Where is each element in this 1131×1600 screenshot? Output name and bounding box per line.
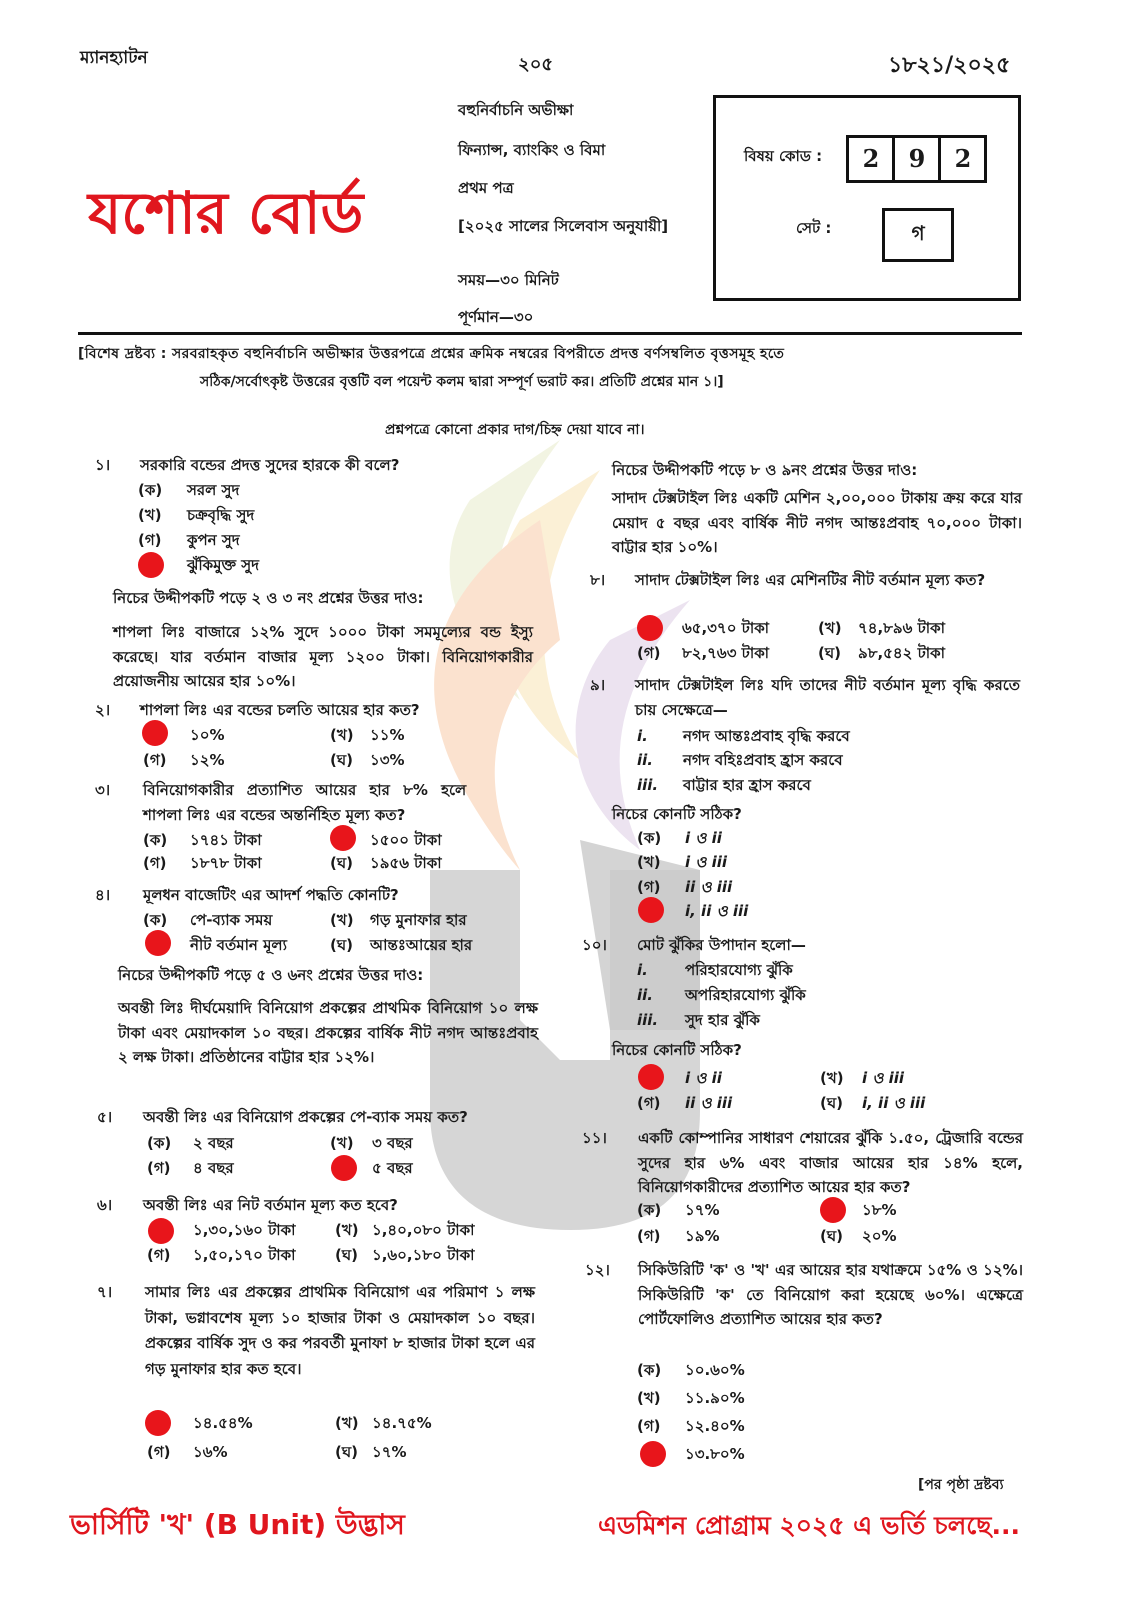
- option-label: (ক): [147, 1134, 172, 1152]
- option-text: ১২%: [190, 751, 225, 769]
- option-label: (ঘ): [330, 936, 353, 954]
- exam-type: বহুনির্বাচনি অভীক্ষা: [458, 101, 574, 119]
- set-value: গ: [911, 221, 925, 245]
- option-text: ১৭%: [685, 1201, 720, 1219]
- option-label: (ঘ): [818, 644, 841, 662]
- option-text: ২ বছর: [193, 1134, 234, 1152]
- statement-number: i.: [637, 961, 648, 979]
- option-text: ১০%: [190, 726, 225, 744]
- option-text: i ও ii: [685, 829, 722, 847]
- option-text: ১৭৪১ টাকা: [190, 831, 262, 849]
- option-text: ৭৪,৮৯৬ টাকা: [858, 619, 945, 637]
- option-text: ১১%: [370, 726, 405, 744]
- question-text: মোট ঝুঁকির উপাদান হলো—: [637, 936, 806, 954]
- option-label: (গ): [138, 531, 162, 549]
- option-label: (ক): [143, 831, 168, 849]
- answer-bubble-filled: [145, 930, 171, 956]
- option-text: ১১.৯০%: [685, 1389, 745, 1407]
- option-label: (ঘ): [335, 1246, 358, 1264]
- question-prompt: নিচের কোনটি সঠিক?: [612, 1041, 742, 1059]
- option-label: (গ): [147, 1443, 171, 1461]
- option-text: ৫ বছর: [372, 1159, 413, 1177]
- option-label: (গ): [637, 878, 661, 896]
- option-text: পে-ব্যাক সময়: [190, 911, 273, 929]
- question-number: ৯।: [590, 676, 606, 694]
- option-label: (খ): [637, 1389, 661, 1407]
- question-number: ৮।: [590, 571, 606, 589]
- question-text: শাপলা লিঃ এর বন্ডের চলতি আয়ের হার কত?: [140, 701, 420, 719]
- option-label: (গ): [143, 854, 167, 872]
- publisher-name: ম্যানহ্যাটন: [80, 48, 148, 68]
- subject-code-digit: 9: [892, 138, 939, 180]
- option-label: (খ): [820, 1069, 844, 1087]
- set-label: সেট :: [796, 219, 832, 237]
- option-text: i ও iii: [685, 853, 728, 871]
- option-label: (গ): [637, 1094, 661, 1112]
- question-number: ৫।: [97, 1108, 113, 1126]
- answer-bubble-filled: [138, 552, 164, 578]
- statement-number: iii.: [637, 776, 659, 794]
- answer-bubble-filled: [148, 1218, 174, 1244]
- option-label: (ক): [637, 1361, 662, 1379]
- statement-text: নগদ আন্তঃপ্রবাহ বৃদ্ধি করবে: [683, 727, 850, 745]
- option-label: (ঘ): [330, 751, 353, 769]
- set-box: [882, 208, 954, 262]
- question-text: মূলধন বাজেটিং এর আদর্শ পদ্ধতি কোনটি?: [143, 886, 399, 904]
- question-number: ১০।: [582, 936, 607, 954]
- option-text: ১৯%: [685, 1227, 720, 1245]
- answer-bubble-filled: [145, 1410, 171, 1436]
- question-text: অবন্তী লিঃ এর বিনিয়োগ প্রকল্পের পে-ব্যাক সময় কত?: [143, 1108, 468, 1126]
- option-text: ১৮%: [862, 1201, 897, 1219]
- answer-bubble-filled: [638, 897, 664, 923]
- question-number: ৩।: [95, 781, 111, 799]
- statement-text: বাট্টার হার হ্রাস করবে: [683, 776, 811, 794]
- option-label: (গ): [637, 644, 661, 662]
- option-label: (ক): [637, 1201, 662, 1219]
- next-page-note: [পর পৃষ্ঠা দ্রষ্টব্য: [918, 1477, 1004, 1493]
- statement-text: সুদ হার ঝুঁকি: [685, 1011, 760, 1029]
- subject-name: ফিন্যান্স, ব্যাংকিং ও বিমা: [458, 141, 606, 159]
- option-label: (ক): [138, 481, 163, 499]
- question-text: একটি কোম্পানির সাধারণ শেয়ারের ঝুঁকি ১.৫০, ট্রেজারি বন্ডের সুদের হার ৬% এবং বাজার আয়ের হার ১৪% হলে, বিনিয়োগকারীদের প্রত্যাশিত আয়ের হার কত?: [638, 1129, 1023, 1196]
- promo-right: এডমিশন প্রোগ্রাম ২০২৫ এ ভর্তি চলছে...: [598, 1511, 1020, 1540]
- option-text: ১৫০০ টাকা: [370, 831, 442, 849]
- option-text: ঝুঁকিমুক্ত সুদ: [187, 556, 260, 574]
- syllabus-note: [২০২৫ সালের সিলেবাস অনুযায়ী]: [458, 217, 669, 235]
- option-text: ১৯৫৬ টাকা: [370, 854, 442, 872]
- option-text: i ও ii: [685, 1069, 722, 1087]
- question-number: ২।: [95, 701, 111, 719]
- answer-bubble-filled: [820, 1197, 846, 1223]
- statement-number: ii.: [637, 751, 653, 769]
- option-label: (গ): [637, 1417, 661, 1435]
- stimulus-text: সাদাদ টেক্সটাইল লিঃ একটি মেশিন ২,০০,০০০ টাকায় ক্রয় করে যার মেয়াদ ৫ বছর এবং বার্ষিক নীট নগদ আন্তঃপ্রবাহ ৭০,০০০ টাকা। বাট্টার হার ১০%।: [612, 489, 1022, 556]
- header-divider: [78, 332, 1022, 335]
- option-text: ১৭%: [372, 1443, 407, 1461]
- notice-center: প্রশ্নপত্রে কোনো প্রকার দাগ/চিহ্ন দেয়া যাবে না।: [385, 422, 645, 438]
- statement-text: নগদ বহিঃপ্রবাহ হ্রাস করবে: [683, 751, 843, 769]
- answer-bubble-filled: [142, 720, 168, 746]
- stimulus-heading: নিচের উদ্দীপকটি পড়ে ৮ ও ৯নং প্রশ্নের উত্তর দাও:: [612, 461, 918, 479]
- subject-code-digit: 2: [938, 138, 985, 180]
- full-marks: পূর্ণমান—৩০: [458, 308, 534, 326]
- subject-code-digit: 2: [846, 138, 893, 180]
- stimulus-text: অবন্তী লিঃ দীর্ঘমেয়াদি বিনিয়োগ প্রকল্পের প্রাথমিক বিনিয়োগ ১০ লক্ষ টাকা এবং মেয়াদকাল ১০ বছর। প্রকল্পের বার্ষিক নীট নগদ আন্তঃপ্রবাহ ২ লক্ষ টাকা। প্রতিষ্ঠানের বাট্টার হার ১২%।: [118, 999, 538, 1066]
- option-text: ১,৩০,১৬০ টাকা: [193, 1221, 296, 1239]
- option-text: ১,৫০,১৭০ টাকা: [193, 1246, 296, 1264]
- option-label: (খ): [335, 1414, 359, 1432]
- code-number: ১৮২১/২০২৫: [888, 53, 1011, 78]
- option-text: ৩ বছর: [372, 1134, 413, 1152]
- statement-number: iii.: [637, 1011, 659, 1029]
- option-text: ii ও iii: [685, 878, 733, 896]
- question-number: ১।: [95, 456, 111, 474]
- option-text: ১২.৪০%: [685, 1417, 745, 1435]
- option-label: (খ): [335, 1221, 359, 1239]
- option-text: কুপন সুদ: [187, 531, 240, 549]
- option-label: (ঘ): [335, 1443, 358, 1461]
- question-prompt: নিচের কোনটি সঠিক?: [612, 805, 742, 823]
- option-text: i ও iii: [862, 1069, 905, 1087]
- question-text: সরকারি বন্ডের প্রদত্ত সুদের হারকে কী বলে?: [140, 456, 400, 474]
- option-text: i, ii ও iii: [685, 902, 749, 920]
- option-label: (ক): [143, 911, 168, 929]
- option-text: ১৩%: [370, 751, 405, 769]
- answer-bubble-filled: [637, 615, 663, 641]
- statement-text: অপরিহারযোগ্য ঝুঁকি: [685, 986, 806, 1004]
- option-text: ১৬%: [193, 1443, 228, 1461]
- option-text: ৯৮,৫৪২ টাকা: [858, 644, 945, 662]
- paper-name: প্রথম পত্র: [458, 179, 514, 197]
- question-number: ১২।: [585, 1261, 610, 1279]
- board-title: যশোর বোর্ড: [88, 179, 364, 247]
- option-text: ১৪.৫৪%: [193, 1414, 253, 1432]
- stimulus-heading: নিচের উদ্দীপকটি পড়ে ২ ও ৩ নং প্রশ্নের উত্তর দাও:: [113, 589, 424, 607]
- question-number: ১১।: [582, 1129, 607, 1147]
- option-text: নীট বর্তমান মূল্য: [190, 936, 287, 954]
- subject-code-boxes: [846, 135, 987, 183]
- option-label: (খ): [330, 1134, 354, 1152]
- statement-number: i.: [637, 727, 648, 745]
- option-label: (গ): [637, 1227, 661, 1245]
- subject-info-box: [713, 95, 1021, 301]
- option-label: (খ): [330, 726, 354, 744]
- option-text: ১০.৬০%: [685, 1361, 745, 1379]
- option-text: ১,৬০,১৮০ টাকা: [372, 1246, 475, 1264]
- stimulus-heading: নিচের উদ্দীপকটি পড়ে ৫ ও ৬নং প্রশ্নের উত্তর দাও:: [118, 966, 424, 984]
- option-text: আন্তঃআয়ের হার: [370, 936, 473, 954]
- option-label: (খ): [138, 506, 162, 524]
- option-label: (খ): [637, 853, 661, 871]
- answer-bubble-filled: [640, 1441, 666, 1467]
- answer-bubble-filled: [331, 1155, 357, 1181]
- option-label: (গ): [143, 751, 167, 769]
- option-label: (ঘ): [330, 854, 353, 872]
- page-number: ২০৫: [518, 54, 554, 75]
- question-text: সাদাদ টেক্সটাইল লিঃ এর মেশিনটির নীট বর্তমান মূল্য কত?: [635, 571, 986, 589]
- promo-left: ভার্সিটি 'খ' (B Unit) উদ্ভাস: [70, 1508, 405, 1541]
- question-text: সিকিউরিটি 'ক' ও 'খ' এর আয়ের হার যথাক্রমে ১৫% ও ১২%। সিকিউরিটি 'ক' তে বিনিয়োগ করা হয়েছে ৬০%। এক্ষেত্রে পোর্টফোলিও প্রত্যাশিত আয়ের হার কত?: [638, 1261, 1023, 1328]
- option-text: চক্রবৃদ্ধি সুদ: [187, 506, 255, 524]
- option-label: (ক): [637, 829, 662, 847]
- option-label: (খ): [818, 619, 842, 637]
- question-number: ৬।: [97, 1196, 113, 1214]
- notice-line-1: [বিশেষ দ্রষ্টব্য : সরবরাহকৃত বহুনির্বাচনি অভীক্ষার উত্তরপত্রে প্রশ্নের ক্রমিক নম্বরের বিপরীতে প্রদত্ত বর্ণসম্বলিত বৃত্তসমূহ হতে: [78, 346, 785, 362]
- option-label: (খ): [330, 911, 354, 929]
- option-text: সরল সুদ: [187, 481, 240, 499]
- option-text: i, ii ও iii: [862, 1094, 926, 1112]
- statement-number: ii.: [637, 986, 653, 1004]
- question-text: বিনিয়োগকারীর প্রত্যাশিত আয়ের হার ৮% হলে: [143, 781, 467, 799]
- question-text: শাপলা লিঃ এর বন্ডের অন্তর্নিহিত মূল্য কত?: [143, 806, 406, 824]
- option-text: ২০%: [862, 1227, 897, 1245]
- option-label: (ঘ): [820, 1094, 843, 1112]
- option-text: ৪ বছর: [193, 1159, 234, 1177]
- question-number: ৪।: [95, 886, 111, 904]
- option-text: ১,৪০,০৮০ টাকা: [372, 1221, 475, 1239]
- option-label: (ঘ): [820, 1227, 843, 1245]
- question-text: অবন্তী লিঃ এর নিট বর্তমান মূল্য কত হবে?: [143, 1196, 398, 1214]
- option-text: ৬৫,৩৭০ টাকা: [682, 619, 770, 637]
- option-text: ১৪.৭৫%: [372, 1414, 432, 1432]
- question-text: সাদাদ টেক্সটাইল লিঃ যদি তাদের নীট বর্তমান মূল্য বৃদ্ধি করতে চায় সেক্ষেত্রে—: [635, 676, 1020, 719]
- option-text: ১৩.৮০%: [685, 1445, 745, 1463]
- notice-line-2: সঠিক/সর্বোৎকৃষ্ট উত্তরের বৃত্তটি বল পয়েন্ট কলম দ্বারা সম্পূর্ণ ভরাট কর। প্রতিটি প্রশ্নের মান ১।]: [200, 374, 724, 390]
- answer-bubble-filled: [330, 825, 356, 851]
- question-text: সামার লিঃ এর প্রকল্পের প্রাথমিক বিনিয়োগ এর পরিমাণ ১ লক্ষ টাকা, ভগ্নাবশেষ মূল্য ১০ হাজার টাকা ও মেয়াদকাল ১০ বছর। প্রকল্পের বার্ষিক সুদ ও কর পরবর্তী মুনাফা ৮ হাজার টাকা হলে এর গড় মুনাফার হার কত হবে।: [145, 1283, 535, 1378]
- subject-code-label: বিষয় কোড :: [744, 147, 823, 165]
- stimulus-text: শাপলা লিঃ বাজারে ১২% সুদে ১০০০ টাকা সমমূল্যের বন্ড ইস্যু করেছে। যার বর্তমান বাজার মূল্য ১২০০ টাকা। বিনিয়োগকারীর প্রয়োজনীয় আয়ের হার ১০%।: [113, 623, 533, 690]
- option-text: ৮২,৭৬৩ টাকা: [682, 644, 770, 662]
- option-text: গড় মুনাফার হার: [370, 911, 467, 929]
- option-label: (গ): [147, 1159, 171, 1177]
- option-text: ১৮৭৮ টাকা: [190, 854, 262, 872]
- question-number: ৭।: [97, 1283, 113, 1301]
- option-label: (গ): [147, 1246, 171, 1264]
- option-text: ii ও iii: [685, 1094, 733, 1112]
- statement-text: পরিহারযোগ্য ঝুঁকি: [685, 961, 793, 979]
- exam-time: সময়—৩০ মিনিট: [458, 271, 559, 289]
- answer-bubble-filled: [638, 1064, 664, 1090]
